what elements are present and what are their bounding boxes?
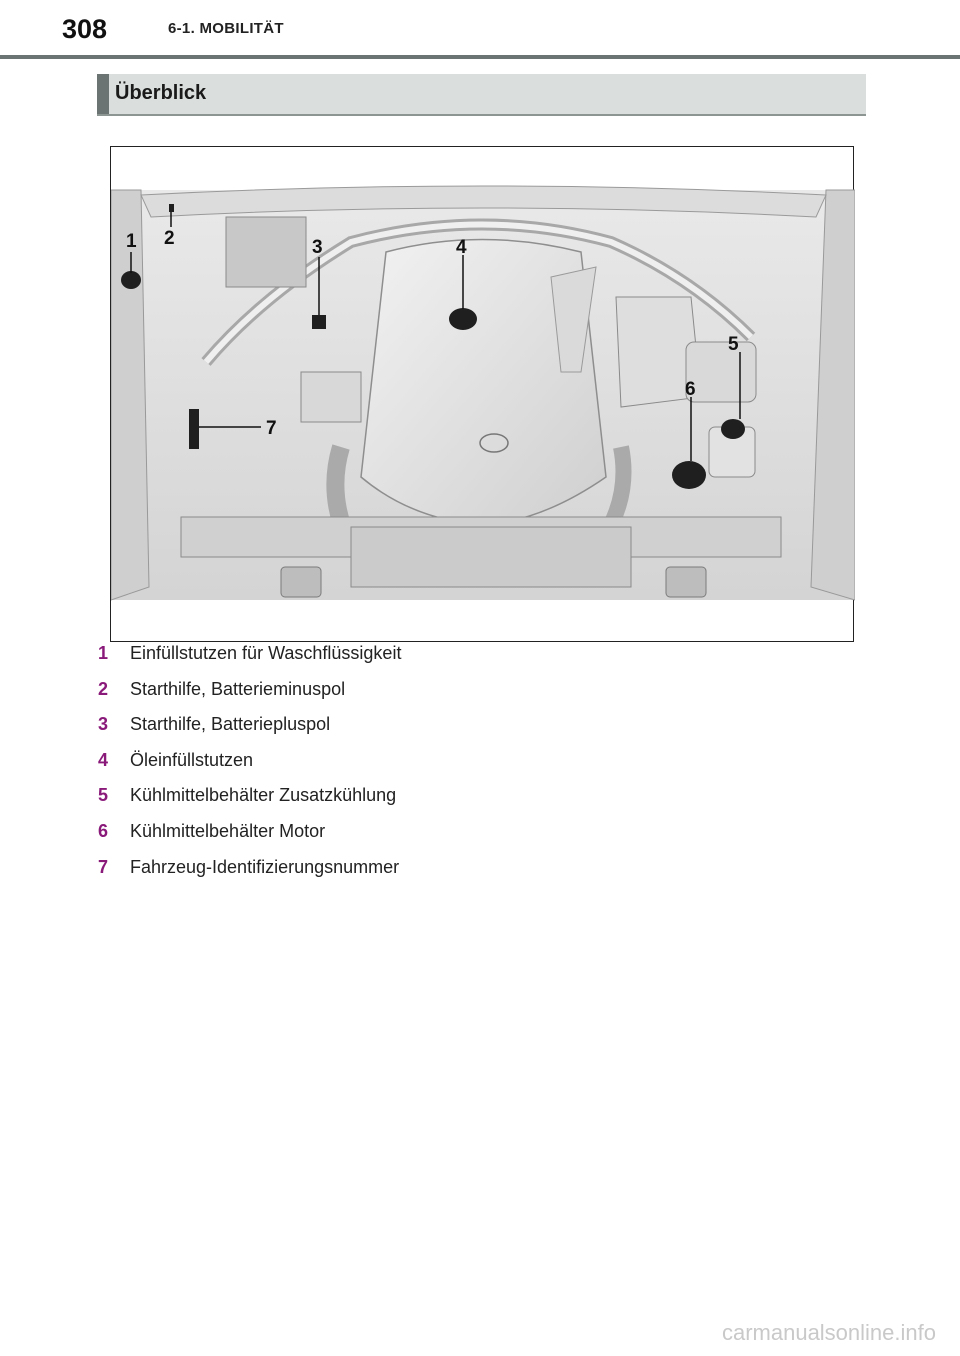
section-heading-bar bbox=[97, 74, 866, 116]
legend-item bbox=[98, 857, 858, 893]
engine-bay-figure bbox=[110, 146, 854, 642]
section-title: Überblick bbox=[115, 82, 207, 104]
legend-item bbox=[98, 750, 858, 786]
legend-number: 3 bbox=[98, 714, 109, 735]
callout-6: 6 bbox=[685, 379, 696, 400]
chapter-label: 6-1. MOBILITÄT bbox=[168, 20, 284, 37]
callout-1: 1 bbox=[126, 231, 137, 252]
legend-item bbox=[98, 643, 858, 679]
legend-text: Starthilfe, Batterieminuspol bbox=[130, 678, 346, 699]
legend-item bbox=[98, 714, 858, 750]
legend-item bbox=[98, 679, 858, 715]
watermark: carmanualsonline.info bbox=[721, 1320, 936, 1345]
legend-number: 5 bbox=[98, 785, 109, 806]
callout-3: 3 bbox=[312, 237, 323, 258]
page-number: 308 bbox=[62, 14, 108, 44]
legend-text: Kühlmittelbehälter Motor bbox=[130, 820, 326, 841]
section-accent bbox=[97, 74, 109, 114]
legend-item bbox=[98, 785, 858, 821]
legend-text: Öleinfüllstutzen bbox=[130, 749, 254, 770]
callout-2: 2 bbox=[164, 228, 175, 249]
engine-bay-illustration bbox=[111, 147, 855, 643]
legend-number: 2 bbox=[98, 678, 109, 699]
legend-text: Fahrzeug-Identifizierungsnummer bbox=[130, 856, 400, 877]
callout-7: 7 bbox=[266, 418, 277, 439]
legend-number: 7 bbox=[98, 856, 109, 877]
header-rule bbox=[0, 55, 960, 59]
callout-5: 5 bbox=[728, 334, 739, 355]
legend-list bbox=[98, 643, 858, 892]
legend-item bbox=[98, 821, 858, 857]
legend-text: Starthilfe, Batteriepluspol bbox=[130, 714, 331, 735]
callout-4: 4 bbox=[456, 237, 467, 258]
legend-text: Kühlmittelbehälter Zusatzkühlung bbox=[130, 785, 397, 806]
legend-number: 4 bbox=[98, 749, 109, 770]
legend-number: 1 bbox=[98, 643, 109, 663]
legend-number: 6 bbox=[98, 820, 109, 841]
legend-text: Einfüllstutzen für Waschflüssigkeit bbox=[130, 643, 402, 663]
